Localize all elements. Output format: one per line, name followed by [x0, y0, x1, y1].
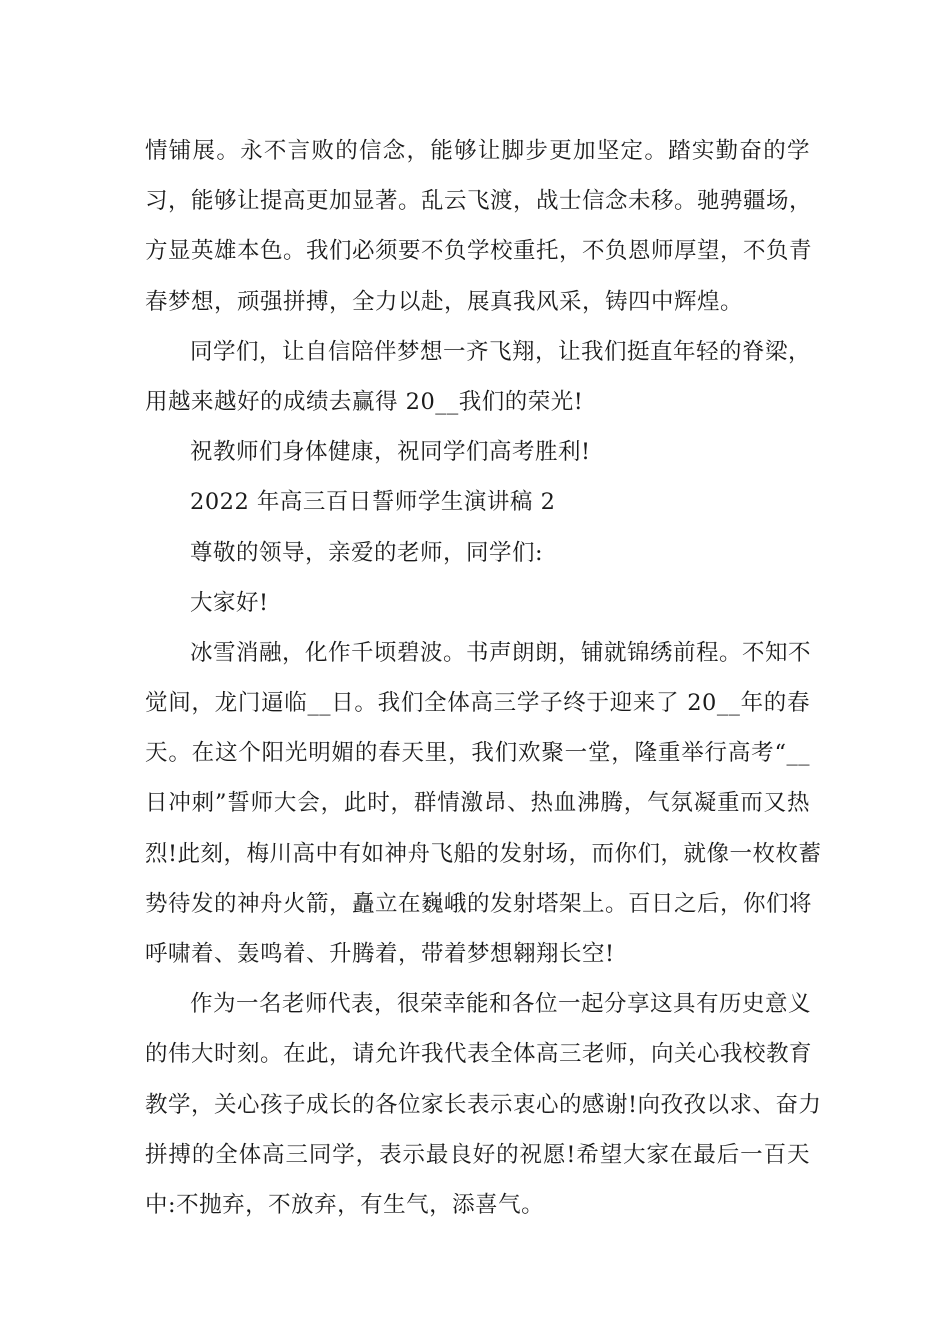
text-line: 习，能够让提高更加显著。乱云飞渡，战士信念未移。驰骋疆场，	[145, 188, 813, 215]
text-line: 冰雪消融，化作千顷碧波。书声朗朗，铺就锦绣前程。不知不	[190, 639, 812, 666]
text-line: 情铺展。永不言败的信念，能够让脚步更加坚定。踏实勤奋的学	[145, 138, 810, 164]
text-line: 的伟大时刻。在此，请允许我代表全体高三老师，向关心我校教育	[145, 1041, 813, 1068]
text-line: 日冲刺”誓师大会，此时，群情激昂、热血沸腾，气氛凝重而又热	[145, 790, 810, 817]
text-line: 呼啸着、轰鸣着、升腾着，带着梦想翱翔长空!	[145, 941, 615, 967]
text-line: 烈!此刻，梅川高中有如神舟飞船的发射场，而你们，就像一枚枚蓄	[145, 840, 822, 867]
text-line: 祝教师们身体健康，祝同学们高考胜利!	[190, 439, 591, 466]
text-line: 中:不抛弃，不放弃，有生气，添喜气。	[145, 1191, 545, 1218]
greeting: 大家好!	[190, 589, 269, 616]
text-line: 觉间，龙门逼临__日。我们全体高三学子终于迎来了 20__年的春	[145, 690, 810, 717]
text-line: 用越来越好的成绩去赢得 20__我们的荣光!	[145, 388, 584, 415]
text-line: 方显英雄本色。我们必须要不负学校重托，不负恩师厚望，不负青	[145, 238, 813, 265]
text-line: 作为一名老师代表，很荣幸能和各位一起分享这具有历史意义	[190, 991, 812, 1018]
text-line: 春梦想，顽强拼搏，全力以赴，展真我风采，铸四中辉煌。	[145, 288, 744, 315]
text-line: 势待发的神舟火箭，矗立在巍峨的发射塔架上。百日之后，你们将	[145, 890, 813, 917]
text-line: 拼搏的全体高三同学，表示最良好的祝愿!希望大家在最后一百天	[145, 1141, 810, 1168]
text-line: 天。在这个阳光明媚的春天里，我们欢聚一堂，隆重举行高考“__	[145, 740, 810, 767]
salutation: 尊敬的领导，亲爱的老师，同学们:	[190, 539, 544, 566]
speech-text	[145, 126, 822, 1230]
text-line: 教学，关心孩子成长的各位家长表示衷心的感谢!向孜孜以求、奋力	[145, 1091, 822, 1118]
section-heading: 2022 年高三百日誓师学生演讲稿 2	[190, 489, 556, 516]
text-line: 同学们，让自信陪伴梦想一齐飞翔，让我们挺直年轻的脊梁，	[190, 338, 812, 365]
